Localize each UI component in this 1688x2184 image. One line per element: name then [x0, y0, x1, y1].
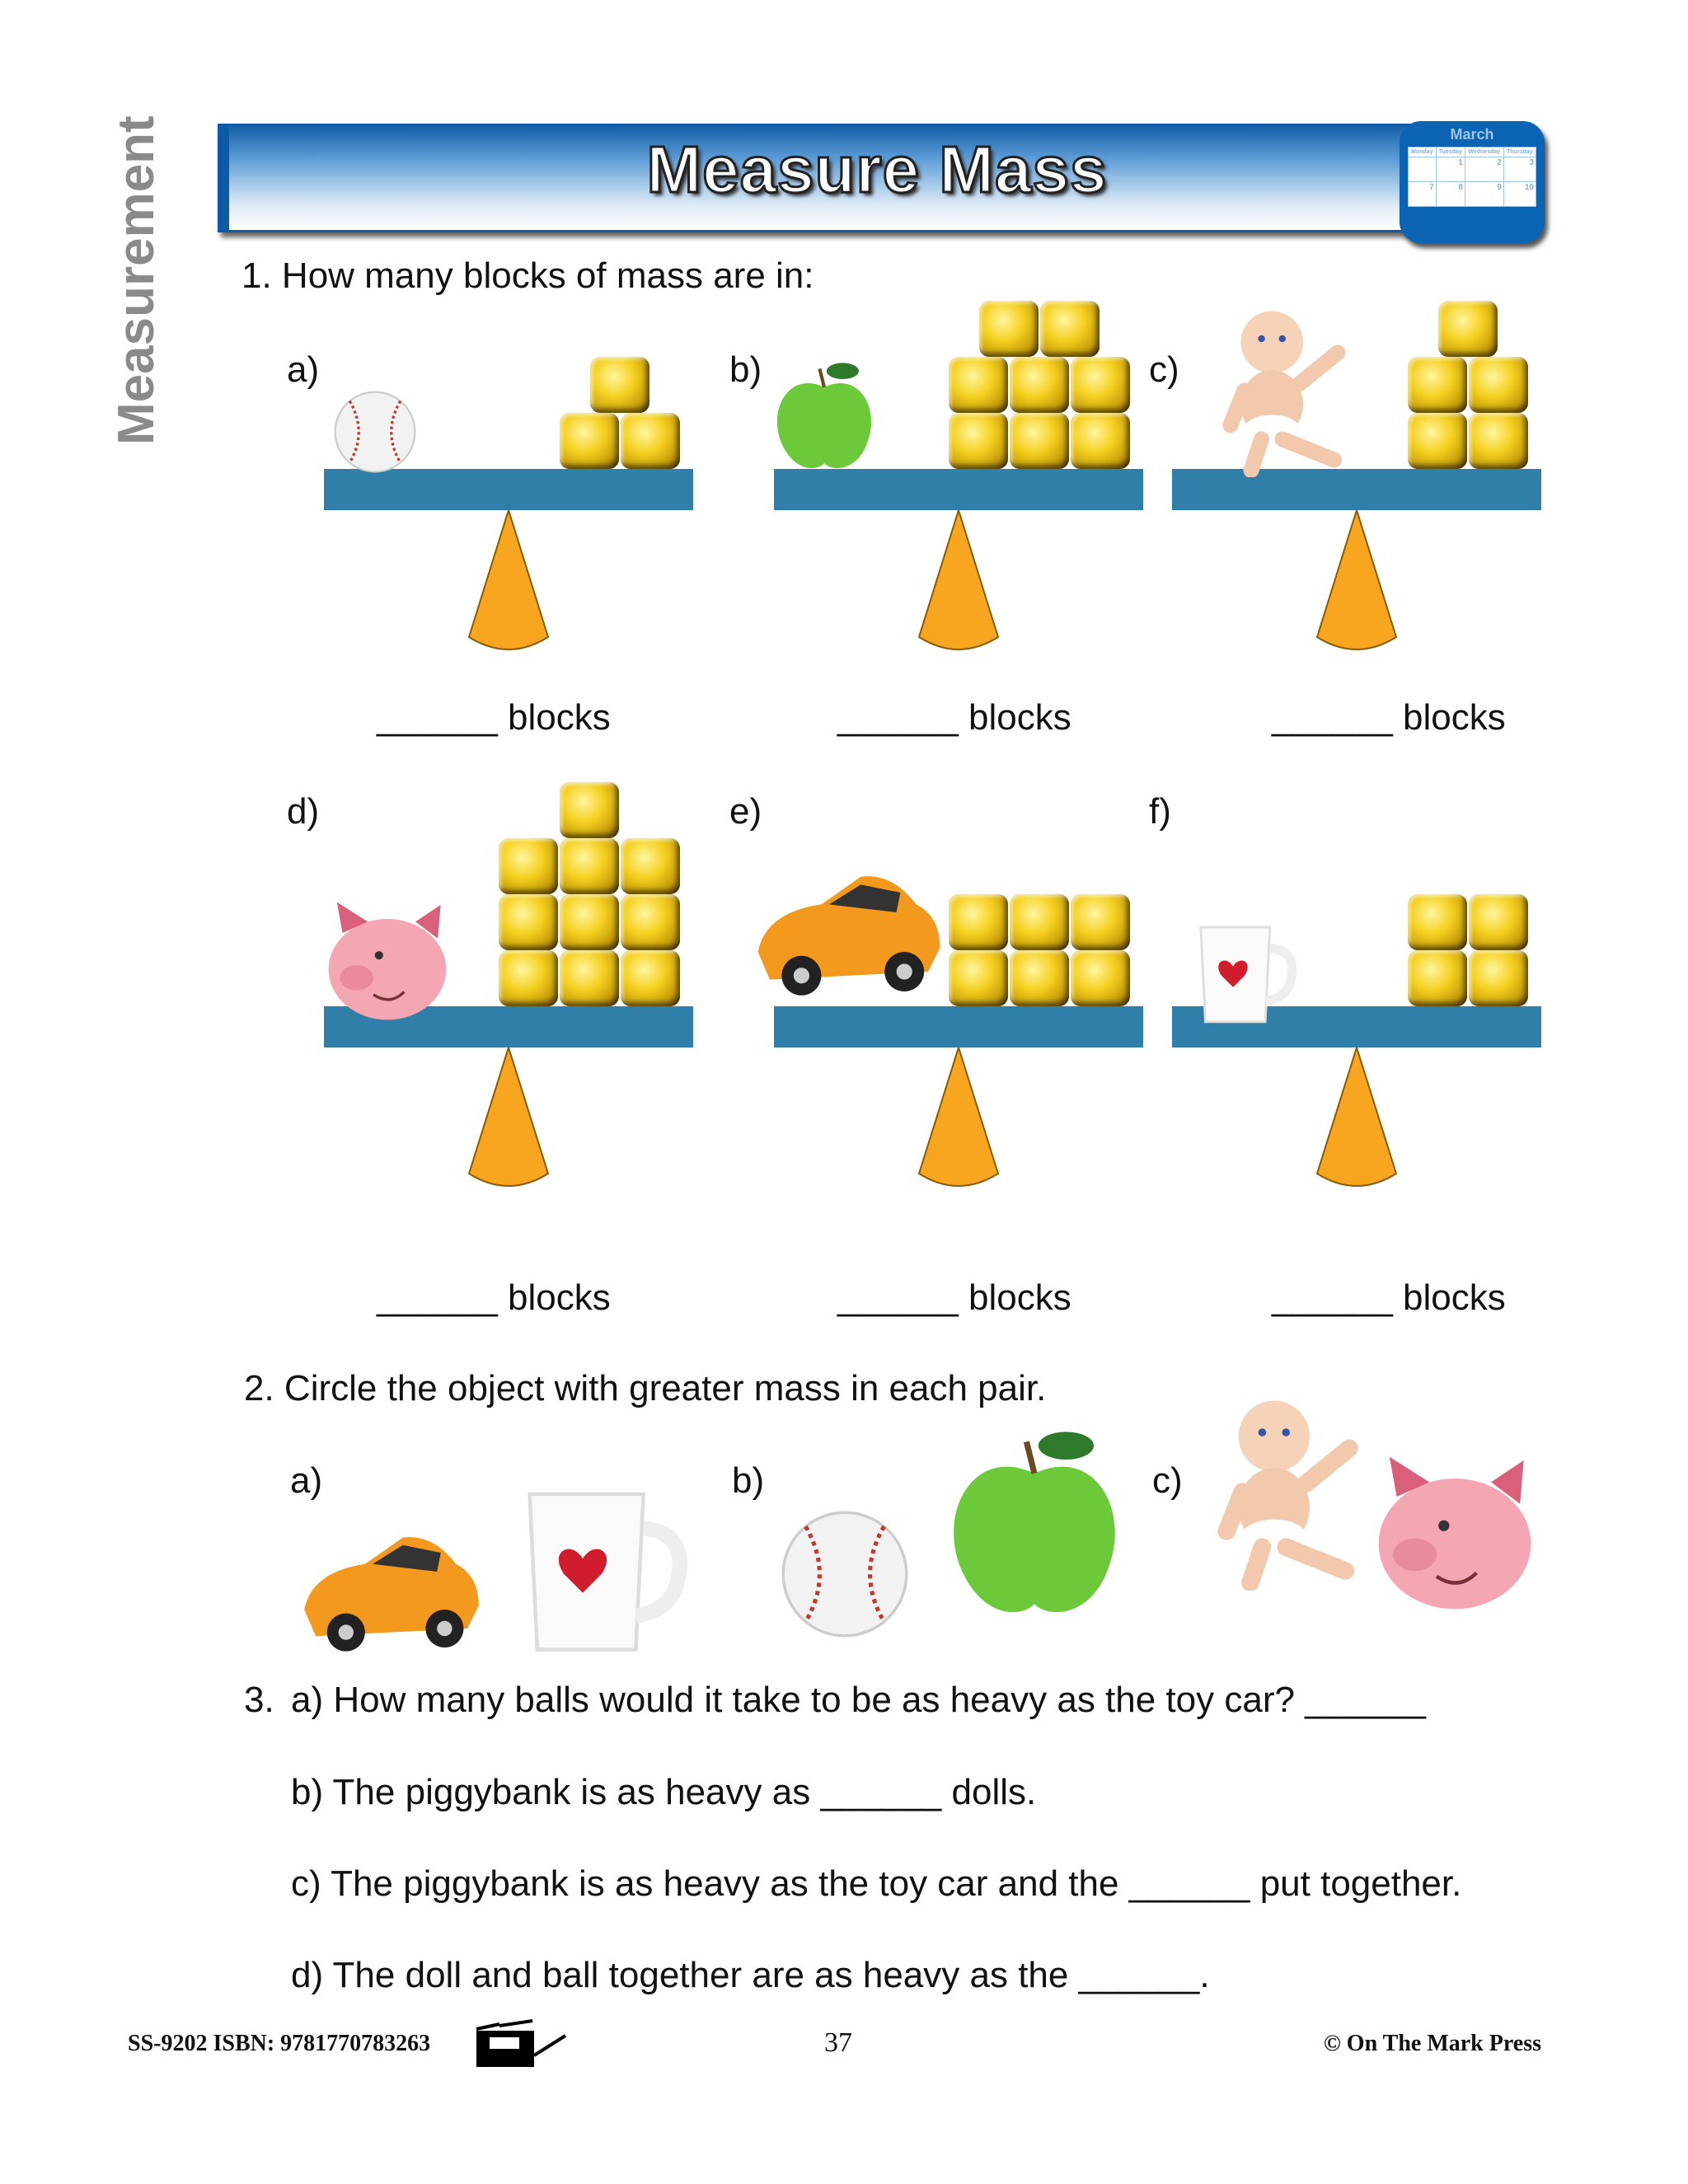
answer-blank: ______ blocks	[377, 697, 611, 738]
pair-object[interactable]	[775, 1504, 915, 1648]
mass-block	[1010, 357, 1069, 413]
answer-blank: ______ blocks	[1272, 1277, 1506, 1318]
pair-object[interactable]	[297, 1496, 486, 1690]
mass-block	[1408, 357, 1467, 413]
copier-icon	[475, 2019, 570, 2069]
apple-image	[935, 1430, 1133, 1628]
scale-object	[750, 833, 948, 1035]
mass-block	[1010, 894, 1069, 950]
cal-date: 10	[1503, 182, 1536, 207]
answer-blank: ______ blocks	[837, 697, 1071, 738]
mass-block	[1071, 950, 1130, 1006]
cal-day: Monday	[1409, 148, 1437, 157]
mass-block	[1010, 950, 1069, 1006]
mass-block	[499, 894, 558, 950]
scale-object	[1199, 304, 1372, 481]
fulcrum	[1315, 510, 1398, 654]
doll-image	[1191, 1393, 1389, 1591]
cal-day: Thursday	[1503, 148, 1536, 157]
mass-block	[1408, 894, 1467, 950]
scale-label: d)	[287, 791, 320, 832]
page-title: Measure Mass	[646, 133, 1108, 206]
pair-label: c)	[1152, 1460, 1183, 1501]
pair-label: a)	[290, 1460, 323, 1501]
mass-block	[621, 413, 680, 469]
cal-date: 3	[1503, 157, 1536, 182]
mass-block	[499, 838, 558, 894]
pair-label: b)	[732, 1460, 765, 1501]
mass-block	[1469, 894, 1528, 950]
mass-block	[1071, 894, 1130, 950]
baseball-image	[775, 1504, 915, 1644]
scale-object	[330, 387, 420, 481]
mass-block	[590, 357, 649, 413]
calendar-icon	[1400, 121, 1545, 243]
mass-block	[949, 894, 1008, 950]
cal-date: 1	[1436, 157, 1465, 182]
question-2: 2. Circle the object with greater mass in each pair.	[244, 1368, 1047, 1408]
cal-date	[1409, 157, 1437, 182]
piggybank-image	[1364, 1442, 1545, 1624]
mass-block	[1040, 301, 1100, 357]
mass-block	[621, 838, 680, 894]
section-label: Measurement	[108, 115, 165, 445]
page-number: 37	[824, 2027, 852, 2058]
pair-object[interactable]	[1191, 1393, 1389, 1595]
scale-object	[1187, 916, 1302, 1035]
cal-date: 8	[1436, 182, 1465, 207]
mass-block	[560, 950, 619, 1006]
mass-block	[560, 413, 619, 469]
mass-block	[1438, 301, 1498, 357]
mug-image	[507, 1475, 696, 1665]
mass-block	[1408, 950, 1467, 1006]
mass-block	[979, 301, 1039, 357]
cal-date: 9	[1465, 182, 1503, 207]
piggybank-image	[317, 891, 457, 1031]
mass-block	[560, 782, 619, 838]
scale-label: a)	[287, 349, 320, 390]
answer-blank: ______ blocks	[377, 1277, 611, 1318]
mass-block	[949, 357, 1008, 413]
mass-block	[499, 950, 558, 1006]
copyright: © On The Mark Press	[1323, 2031, 1541, 2056]
mass-block	[1408, 413, 1467, 469]
mass-block	[1071, 413, 1130, 469]
question-3a: a) How many balls would it take to be as heavy as the toy car? ______	[291, 1680, 1426, 1720]
mass-block	[1010, 413, 1069, 469]
answer-blank: ______ blocks	[837, 1277, 1071, 1318]
mass-block	[1469, 950, 1528, 1006]
scale-label: f)	[1149, 791, 1171, 832]
pair-object[interactable]	[1364, 1442, 1545, 1628]
fulcrum	[1315, 1047, 1398, 1190]
pair-object[interactable]	[935, 1430, 1133, 1632]
mass-block	[1071, 357, 1130, 413]
question-3-number: 3.	[244, 1680, 274, 1720]
mass-block	[560, 894, 619, 950]
cal-day: Wednesday	[1465, 148, 1503, 157]
answer-blank: ______ blocks	[1272, 697, 1506, 738]
scale-label: b)	[729, 349, 762, 390]
question-3b: b) The piggybank is as heavy as ______ dolls.	[291, 1772, 1037, 1812]
question-1: 1. How many blocks of mass are in:	[241, 255, 814, 296]
footer-code: SS-9202 ISBN: 9781770783263	[128, 2031, 431, 2056]
question-3d: d) The doll and ball together are as heavy as the ______.	[291, 1955, 1210, 1995]
pair-object[interactable]	[507, 1475, 696, 1669]
mass-block	[621, 894, 680, 950]
apple-image	[767, 362, 882, 477]
mass-block	[560, 838, 619, 894]
mass-block	[1469, 413, 1528, 469]
fulcrum	[917, 1047, 1000, 1190]
doll-image	[1199, 304, 1372, 477]
toy-car-image	[297, 1496, 486, 1685]
toy-car-image	[750, 833, 948, 1031]
mass-block	[949, 950, 1008, 1006]
cal-date: 2	[1465, 157, 1503, 182]
fulcrum	[917, 510, 1000, 654]
fulcrum	[467, 1047, 550, 1190]
mug-image	[1187, 916, 1302, 1031]
fulcrum	[467, 510, 550, 654]
scale-label: c)	[1149, 349, 1179, 390]
calendar-month: March	[1450, 126, 1494, 143]
baseball-image	[330, 387, 420, 477]
mass-block	[949, 413, 1008, 469]
cal-date: 7	[1409, 182, 1437, 207]
mass-block	[621, 950, 680, 1006]
scale-label: e)	[729, 791, 762, 832]
scale-object	[317, 891, 457, 1035]
cal-day: Tuesday	[1436, 148, 1465, 157]
mass-block	[1469, 357, 1528, 413]
question-3c: c) The piggybank is as heavy as the toy car and the ______ put together.	[291, 1863, 1462, 1904]
scale-object	[767, 362, 882, 481]
